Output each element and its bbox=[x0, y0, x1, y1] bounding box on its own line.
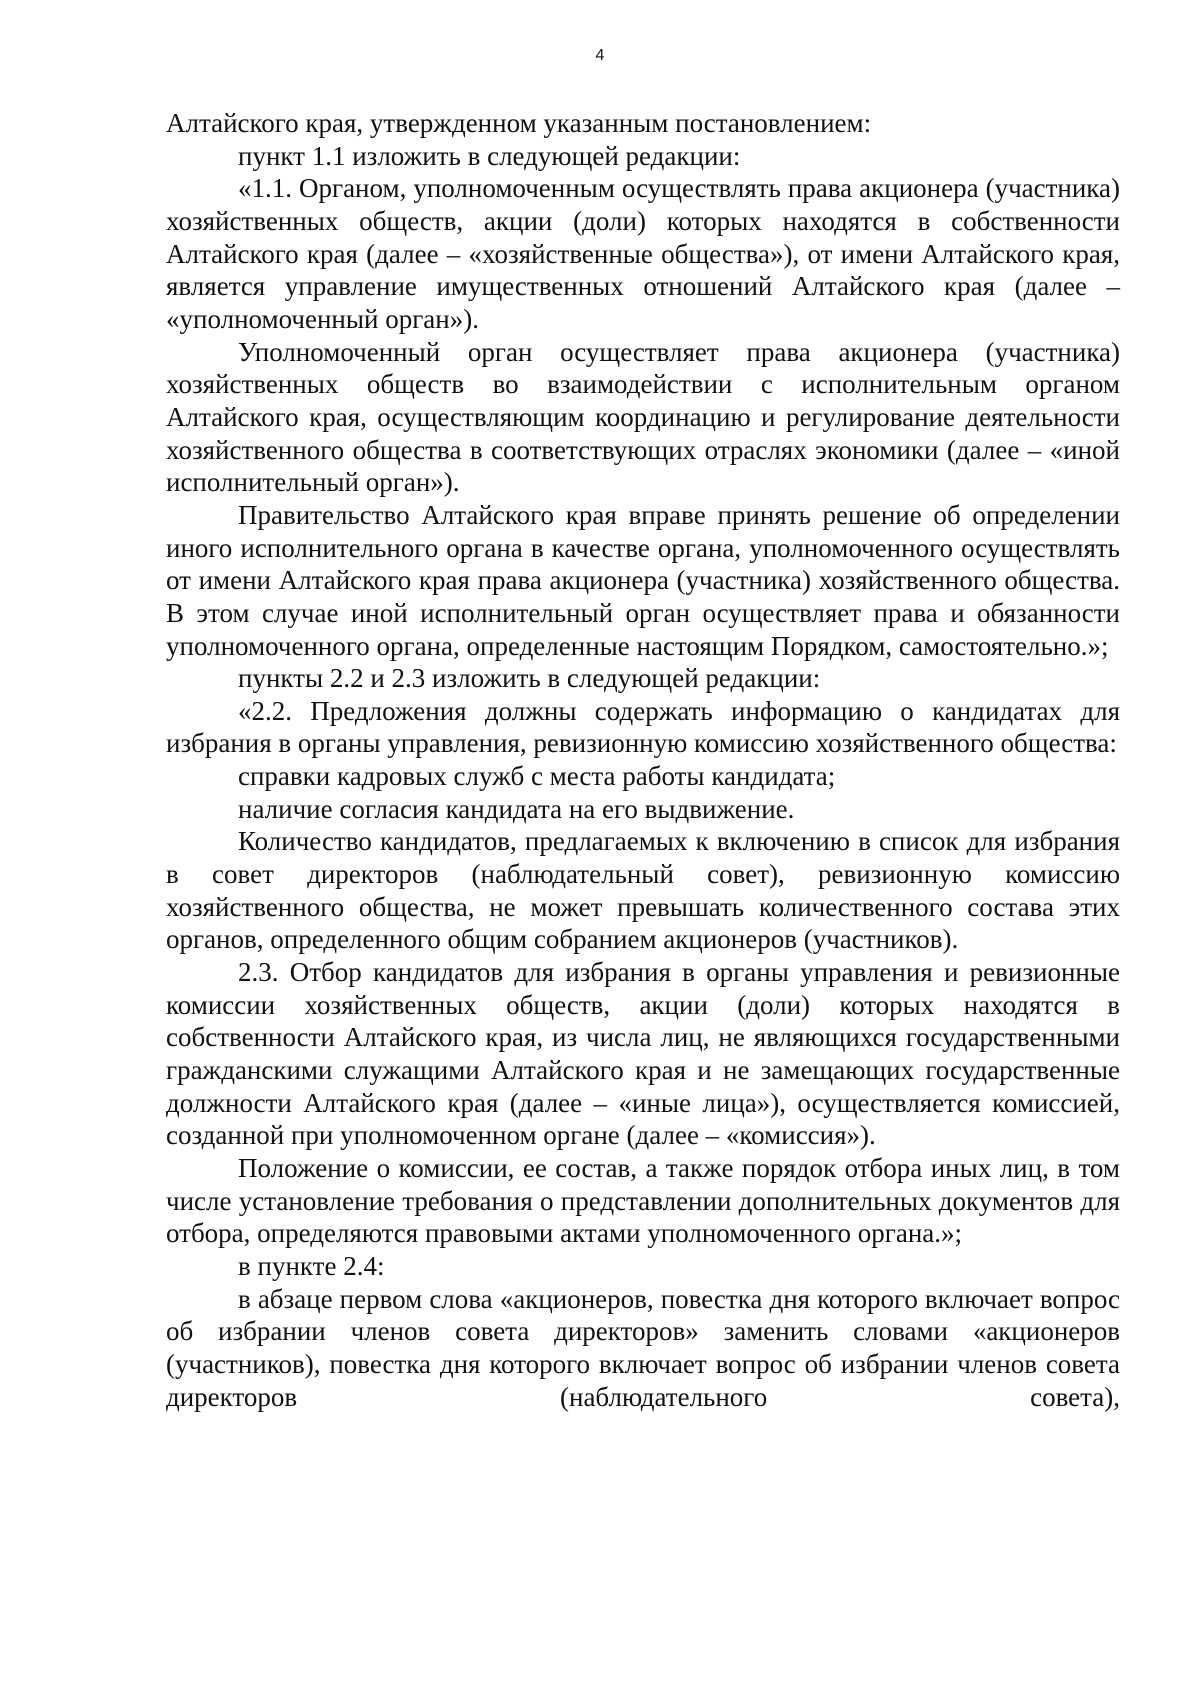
paragraph: в пункте 2.4: bbox=[238, 1250, 385, 1281]
paragraph: Алтайского края, утвержденном указанным постановлением: bbox=[166, 108, 872, 138]
paragraph: пункт 1.1 изложить в следующей редакции: bbox=[238, 140, 741, 171]
paragraph: «1.1. Органом, уполномоченным осуществлять права акционера (участника) хозяйственных обществ, акции (доли) которых находятся в собственности Алтайского края (далее – «хозяйственные общества»), от имени Алтайского края, является управление имущественных отношений Алтайского края (далее – «уполномоченный орган»). bbox=[166, 173, 1120, 334]
paragraph: справки кадровых служб с места работы кандидата; bbox=[238, 761, 836, 792]
paragraph: Положение о комиссии, ее состав, а также порядок отбора иных лиц, в том числе установление требования о представлении дополнительных документов для отбора, определяются правовыми актами уполномоченного органа.»; bbox=[166, 1153, 1120, 1249]
document-body bbox=[166, 107, 1120, 1413]
paragraph: Уполномоченный орган осуществляет права акционера (участника) хозяйственных обществ во взаимодействии с исполнительным органом Алтайского края, осуществляющим координацию и регулирование деятельности хозяйственного общества в соответствующих отраслях экономики (далее – «иной исполнительный орган»). bbox=[166, 336, 1120, 498]
paragraph: «2.2. Предложения должны содержать информацию о кандидатах для избрания в органы управления, ревизионную комиссию хозяйственного общества: bbox=[166, 695, 1120, 759]
paragraph: Количество кандидатов, предлагаемых к включению в список для избрания в совет директоров (наблюдательный совет), ревизионную комиссию хозяйственного общества, не может превышать количественного состава этих органов, определенного общим собранием акционеров (участников). bbox=[166, 826, 1120, 955]
paragraph: пункты 2.2 и 2.3 изложить в следующей редакции: bbox=[238, 663, 821, 694]
paragraph: 2.3. Отбор кандидатов для избрания в органы управления и ревизионные комиссии хозяйственных обществ, акции (доли) которых находятся в собственности Алтайского края, из числа лиц, не являющихся государственными гражданскими служащими Алтайского края и не замещающих государственные должности Алтайского края (далее – «иные лица»), осуществляется комиссией, созданной при уполномоченном органе (далее – «комиссия»). bbox=[166, 957, 1120, 1151]
paragraph: Правительство Алтайского края вправе принять решение об определении иного исполнительного органа в качестве органа, уполномоченного осуществлять от имени Алтайского края права акционера (участника) хозяйственного общества. В этом случае иной исполнительный орган осуществляет права и обязанности уполномоченного органа, определенные настоящим Порядком, самостоятельно.»; bbox=[166, 499, 1120, 661]
paragraph: в абзаце первом слова «акционеров, повестка дня которого включает вопрос об избрании членов совета директоров» заменить словами «акционеров (участников), повестка дня которого включает вопрос об избрании членов совета директоров (наблюдательного совета), bbox=[166, 1283, 1120, 1412]
paragraph: наличие согласия кандидата на его выдвижение. bbox=[238, 793, 795, 824]
page-number: 4 bbox=[595, 47, 605, 64]
